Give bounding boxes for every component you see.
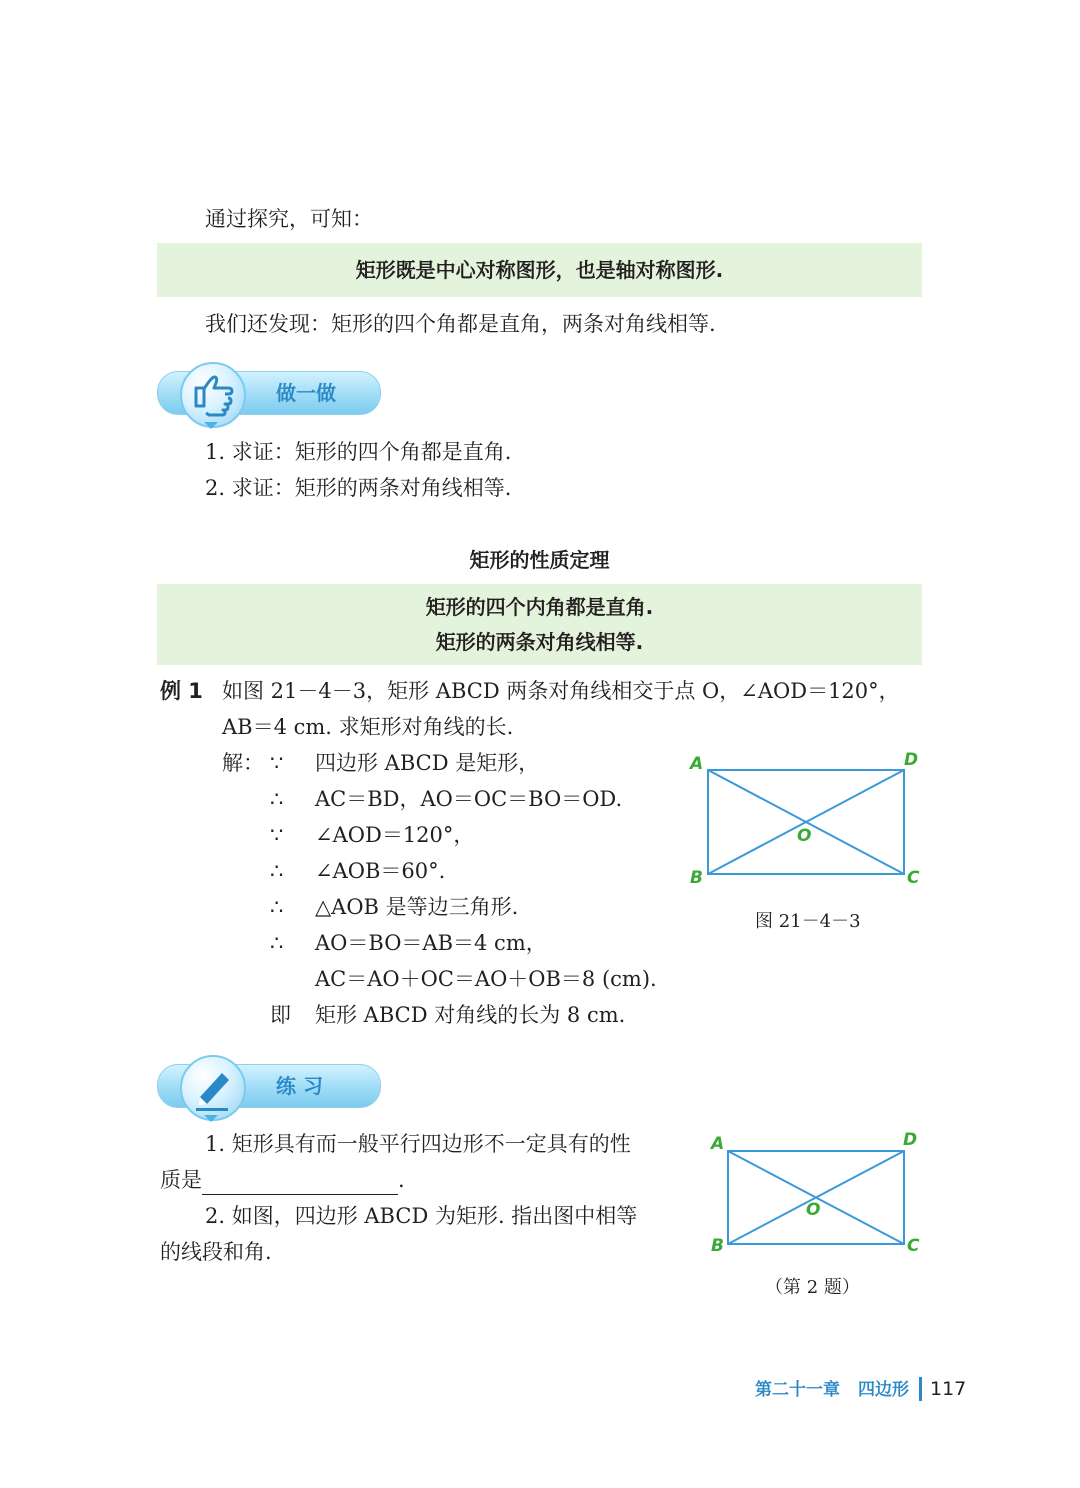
pencil-icon — [182, 1057, 244, 1119]
theorem-title: 矩形的性质定理 — [469, 548, 610, 572]
theorem-box — [157, 584, 922, 665]
step-symbol: 即 — [270, 1003, 291, 1027]
pill-pointer — [204, 422, 218, 429]
practice-q1-end: . — [398, 1168, 405, 1192]
label-o: O — [797, 826, 812, 846]
label-c: C — [907, 868, 920, 888]
answer-blank[interactable] — [202, 1172, 398, 1195]
pill-pointer — [204, 1115, 218, 1122]
figure-caption: 图 21－4－3 — [755, 911, 861, 932]
rectangle-figure — [680, 745, 930, 895]
step-symbol: ∴ — [270, 859, 284, 883]
step-text: ∠AOD＝120°， — [315, 823, 475, 847]
footer-chapter: 第二十一章 — [755, 1380, 840, 1400]
label-o: O — [806, 1200, 821, 1220]
step-text: AC＝AO＋OC＝AO＋OB＝8 (cm). — [315, 967, 657, 991]
page-number: 117 — [930, 1378, 967, 1400]
footer-title: 四边形 — [858, 1380, 909, 1400]
solution-label: 解： — [222, 751, 264, 775]
step-text: AO＝BO＝AB＝4 cm， — [315, 931, 547, 955]
label-d: D — [904, 750, 919, 770]
step-text: △AOB 是等边三角形. — [315, 895, 519, 919]
practice-figure — [700, 1125, 930, 1265]
step-symbol: ∴ — [270, 895, 284, 919]
hand-icon-circle — [180, 362, 246, 428]
step-symbol: ∴ — [270, 931, 284, 955]
label-a: A — [690, 754, 704, 774]
practice-q2-cont: 的线段和角. — [160, 1240, 272, 1264]
label-a: A — [711, 1134, 725, 1154]
pencil-icon-circle — [180, 1055, 246, 1121]
label-d: D — [903, 1130, 918, 1150]
example-tag: 例 1 — [160, 679, 203, 703]
doit-item: 2. 求证：矩形的两条对角线相等. — [205, 476, 512, 500]
footer-divider — [919, 1377, 922, 1401]
intro-text: 通过探究，可知： — [205, 207, 373, 231]
step-symbol: ∵ — [270, 823, 284, 847]
practice-figure-caption: （第 2 题） — [765, 1277, 860, 1298]
step-symbol: ∴ — [270, 787, 284, 811]
practice-header — [157, 1064, 381, 1108]
practice-q1-text: 质是 — [160, 1168, 202, 1192]
practice-q1-cont — [160, 1165, 405, 1195]
practice-q1: 1. 矩形具有而一般平行四边形不一定具有的性 — [205, 1132, 631, 1156]
doit-item: 1. 求证：矩形的四个角都是直角. — [205, 440, 512, 464]
theorem-line: 矩形的两条对角线相等. — [435, 630, 644, 654]
theorem-line: 矩形的四个内角都是直角. — [425, 595, 654, 619]
step-text: ∠AOB＝60°. — [315, 859, 446, 883]
conclusion-text: 矩形既是中心对称图形，也是轴对称图形. — [355, 258, 724, 282]
step-text: 四边形 ABCD 是矩形， — [315, 751, 540, 775]
label-b: B — [690, 868, 703, 888]
example-line: AB＝4 cm. 求矩形对角线的长. — [222, 715, 514, 739]
hand-icon — [182, 364, 244, 426]
label-c: C — [907, 1236, 920, 1256]
label-b: B — [711, 1236, 724, 1256]
practice-label: 练 习 — [276, 1074, 323, 1098]
finding-text: 我们还发现：矩形的四个角都是直角，两条对角线相等. — [205, 312, 716, 336]
doit-label: 做一做 — [276, 381, 336, 405]
doit-header — [157, 371, 381, 415]
practice-q2: 2. 如图，四边形 ABCD 为矩形. 指出图中相等 — [205, 1204, 638, 1228]
example-line: 如图 21－4－3，矩形 ABCD 两条对角线相交于点 O，∠AOD＝120°， — [222, 679, 900, 703]
step-text: AC＝BD，AO＝OC＝BO＝OD. — [315, 787, 623, 811]
step-symbol: ∵ — [270, 751, 284, 775]
conclusion-box — [157, 243, 922, 297]
step-text: 矩形 ABCD 对角线的长为 8 cm. — [315, 1003, 626, 1027]
